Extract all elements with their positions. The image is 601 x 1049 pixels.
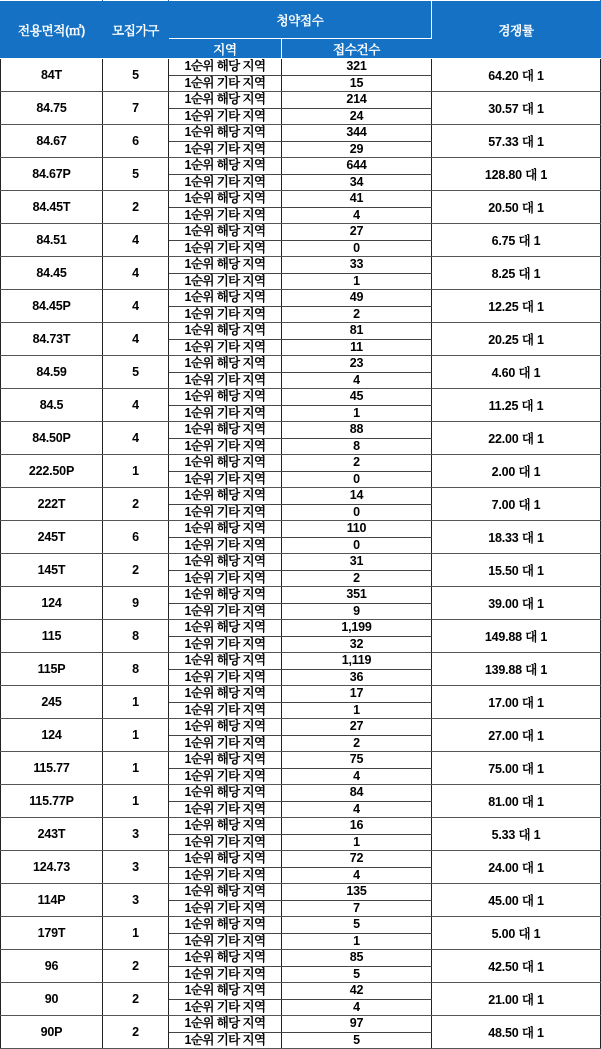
table-row (1, 554, 601, 571)
cell-count-priority-local: 644 (282, 158, 432, 175)
table-row (1, 158, 601, 175)
cell-count-priority-other: 2 (282, 735, 432, 752)
cell-region-priority-local: 1순위 해당 지역 (169, 719, 282, 736)
cell-exclusive-area: 245T (1, 521, 103, 554)
cell-competition-ratio: 139.88 대 1 (432, 653, 601, 686)
cell-recruit-households: 2 (103, 950, 169, 983)
cell-count-priority-other: 2 (282, 306, 432, 323)
cell-region-priority-other: 1순위 기타 지역 (169, 570, 282, 587)
cell-recruit-households: 1 (103, 686, 169, 719)
cell-count-priority-local: 45 (282, 389, 432, 406)
cell-count-priority-other: 24 (282, 108, 432, 125)
cell-exclusive-area: 84.67 (1, 125, 103, 158)
cell-count-priority-local: 16 (282, 818, 432, 835)
cell-count-priority-other: 0 (282, 537, 432, 554)
cell-region-priority-local: 1순위 해당 지역 (169, 950, 282, 967)
table-row (1, 92, 601, 109)
cell-region-priority-other: 1순위 기타 지역 (169, 240, 282, 257)
cell-exclusive-area: 84.67P (1, 158, 103, 191)
cell-region-priority-other: 1순위 기타 지역 (169, 438, 282, 455)
table-row (1, 620, 601, 637)
cell-count-priority-other: 4 (282, 801, 432, 818)
cell-competition-ratio: 42.50 대 1 (432, 950, 601, 983)
cell-competition-ratio: 5.00 대 1 (432, 917, 601, 950)
cell-count-priority-other: 4 (282, 372, 432, 389)
cell-region-priority-local: 1순위 해당 지역 (169, 554, 282, 571)
cell-exclusive-area: 115.77P (1, 785, 103, 818)
cell-count-priority-local: 214 (282, 92, 432, 109)
table-row (1, 752, 601, 769)
table-row (1, 125, 601, 142)
cell-region-priority-local: 1순위 해당 지역 (169, 1016, 282, 1033)
cell-count-priority-other: 2 (282, 570, 432, 587)
cell-count-priority-other: 1 (282, 702, 432, 719)
cell-recruit-households: 4 (103, 290, 169, 323)
table-row (1, 224, 601, 241)
cell-exclusive-area: 115 (1, 620, 103, 653)
table-header-row-main (1, 1, 601, 39)
cell-count-priority-local: 49 (282, 290, 432, 307)
cell-competition-ratio: 4.60 대 1 (432, 356, 601, 389)
cell-recruit-households: 6 (103, 125, 169, 158)
cell-recruit-households: 4 (103, 389, 169, 422)
cell-count-priority-local: 27 (282, 224, 432, 241)
cell-count-priority-other: 4 (282, 768, 432, 785)
cell-count-priority-other: 4 (282, 207, 432, 224)
cell-competition-ratio: 6.75 대 1 (432, 224, 601, 257)
cell-count-priority-other: 15 (282, 75, 432, 92)
cell-region-priority-local: 1순위 해당 지역 (169, 884, 282, 901)
cell-competition-ratio: 17.00 대 1 (432, 686, 601, 719)
cell-recruit-households: 8 (103, 653, 169, 686)
cell-region-priority-other: 1순위 기타 지역 (169, 108, 282, 125)
cell-competition-ratio: 128.80 대 1 (432, 158, 601, 191)
cell-region-priority-other: 1순위 기타 지역 (169, 636, 282, 653)
cell-count-priority-other: 32 (282, 636, 432, 653)
cell-recruit-households: 4 (103, 257, 169, 290)
cell-region-priority-local: 1순위 해당 지역 (169, 587, 282, 604)
cell-exclusive-area: 114P (1, 884, 103, 917)
cell-recruit-households: 7 (103, 92, 169, 125)
cell-exclusive-area: 84T (1, 59, 103, 92)
cell-recruit-households: 2 (103, 191, 169, 224)
cell-region-priority-other: 1순위 기타 지역 (169, 207, 282, 224)
column-header-exclusive-area-text: 전용면적(㎡) (17, 23, 86, 38)
cell-exclusive-area: 84.51 (1, 224, 103, 257)
cell-region-priority-other: 1순위 기타 지역 (169, 768, 282, 785)
cell-count-priority-local: 33 (282, 257, 432, 274)
table-row (1, 290, 601, 307)
cell-region-priority-other: 1순위 기타 지역 (169, 966, 282, 983)
cell-region-priority-local: 1순위 해당 지역 (169, 917, 282, 934)
cell-region-priority-local: 1순위 해당 지역 (169, 785, 282, 802)
cell-region-priority-other: 1순위 기타 지역 (169, 669, 282, 686)
cell-count-priority-other: 11 (282, 339, 432, 356)
cell-count-priority-other: 1 (282, 933, 432, 950)
cell-region-priority-local: 1순위 해당 지역 (169, 92, 282, 109)
cell-count-priority-other: 1 (282, 273, 432, 290)
cell-region-priority-other: 1순위 기타 지역 (169, 306, 282, 323)
cell-count-priority-other: 8 (282, 438, 432, 455)
cell-region-priority-other: 1순위 기타 지역 (169, 141, 282, 158)
cell-competition-ratio: 30.57 대 1 (432, 92, 601, 125)
cell-exclusive-area: 84.45P (1, 290, 103, 323)
cell-region-priority-other: 1순위 기타 지역 (169, 834, 282, 851)
cell-region-priority-local: 1순위 해당 지역 (169, 389, 282, 406)
table-row (1, 587, 601, 604)
cell-count-priority-local: 110 (282, 521, 432, 538)
cell-recruit-households: 5 (103, 356, 169, 389)
column-header-competition-ratio: 경쟁률 (432, 1, 601, 59)
cell-competition-ratio: 11.25 대 1 (432, 389, 601, 422)
cell-region-priority-local: 1순위 해당 지역 (169, 191, 282, 208)
table-row (1, 785, 601, 802)
cell-count-priority-local: 42 (282, 983, 432, 1000)
cell-region-priority-other: 1순위 기타 지역 (169, 999, 282, 1016)
cell-recruit-households: 1 (103, 455, 169, 488)
cell-exclusive-area: 84.73T (1, 323, 103, 356)
cell-recruit-households: 4 (103, 323, 169, 356)
table-row (1, 851, 601, 868)
cell-region-priority-other: 1순위 기타 지역 (169, 702, 282, 719)
cell-count-priority-other: 9 (282, 603, 432, 620)
cell-count-priority-other: 5 (282, 966, 432, 983)
cell-competition-ratio: 48.50 대 1 (432, 1016, 601, 1049)
cell-exclusive-area: 96 (1, 950, 103, 983)
cell-region-priority-local: 1순위 해당 지역 (169, 257, 282, 274)
cell-competition-ratio: 7.00 대 1 (432, 488, 601, 521)
cell-competition-ratio: 20.50 대 1 (432, 191, 601, 224)
cell-region-priority-other: 1순위 기타 지역 (169, 339, 282, 356)
cell-count-priority-local: 135 (282, 884, 432, 901)
cell-exclusive-area: 90 (1, 983, 103, 1016)
cell-competition-ratio: 20.25 대 1 (432, 323, 601, 356)
cell-competition-ratio: 22.00 대 1 (432, 422, 601, 455)
cell-exclusive-area: 222.50P (1, 455, 103, 488)
cell-region-priority-local: 1순위 해당 지역 (169, 224, 282, 241)
cell-exclusive-area: 179T (1, 917, 103, 950)
cell-recruit-households: 2 (103, 1016, 169, 1049)
table-row (1, 686, 601, 703)
cell-count-priority-local: 23 (282, 356, 432, 373)
cell-recruit-households: 4 (103, 422, 169, 455)
cell-recruit-households: 6 (103, 521, 169, 554)
cell-competition-ratio: 21.00 대 1 (432, 983, 601, 1016)
cell-count-priority-local: 72 (282, 851, 432, 868)
cell-count-priority-other: 1 (282, 834, 432, 851)
cell-competition-ratio: 15.50 대 1 (432, 554, 601, 587)
table-row (1, 323, 601, 340)
table-row (1, 59, 601, 76)
cell-region-priority-local: 1순위 해당 지역 (169, 290, 282, 307)
cell-region-priority-local: 1순위 해당 지역 (169, 422, 282, 439)
cell-recruit-households: 2 (103, 554, 169, 587)
table-row (1, 818, 601, 835)
cell-region-priority-local: 1순위 해당 지역 (169, 59, 282, 76)
cell-count-priority-local: 2 (282, 455, 432, 472)
table-row (1, 983, 601, 1000)
cell-recruit-households: 5 (103, 59, 169, 92)
cell-region-priority-other: 1순위 기타 지역 (169, 801, 282, 818)
cell-region-priority-other: 1순위 기타 지역 (169, 900, 282, 917)
cell-recruit-households: 1 (103, 785, 169, 818)
table-row (1, 719, 601, 736)
cell-count-priority-local: 17 (282, 686, 432, 703)
cell-count-priority-local: 97 (282, 1016, 432, 1033)
cell-count-priority-local: 321 (282, 59, 432, 76)
table-row (1, 917, 601, 934)
table-row (1, 389, 601, 406)
cell-recruit-households: 8 (103, 620, 169, 653)
column-header-region: 지역 (169, 39, 282, 59)
cell-exclusive-area: 84.45T (1, 191, 103, 224)
table-row (1, 422, 601, 439)
cell-recruit-households: 3 (103, 818, 169, 851)
cell-exclusive-area: 124.73 (1, 851, 103, 884)
cell-competition-ratio: 57.33 대 1 (432, 125, 601, 158)
cell-exclusive-area: 84.59 (1, 356, 103, 389)
table-header (1, 1, 601, 59)
cell-exclusive-area: 124 (1, 719, 103, 752)
cell-count-priority-other: 1 (282, 405, 432, 422)
cell-region-priority-other: 1순위 기타 지역 (169, 867, 282, 884)
cell-count-priority-other: 7 (282, 900, 432, 917)
cell-competition-ratio: 75.00 대 1 (432, 752, 601, 785)
table-row (1, 950, 601, 967)
cell-count-priority-local: 41 (282, 191, 432, 208)
cell-region-priority-other: 1순위 기타 지역 (169, 75, 282, 92)
cell-competition-ratio: 24.00 대 1 (432, 851, 601, 884)
cell-exclusive-area: 115.77 (1, 752, 103, 785)
cell-exclusive-area: 243T (1, 818, 103, 851)
cell-exclusive-area: 90P (1, 1016, 103, 1049)
column-header-application-count: 접수건수 (282, 39, 432, 59)
cell-count-priority-local: 1,119 (282, 653, 432, 670)
cell-recruit-households: 5 (103, 158, 169, 191)
cell-count-priority-other: 4 (282, 867, 432, 884)
cell-count-priority-other: 34 (282, 174, 432, 191)
cell-count-priority-other: 36 (282, 669, 432, 686)
cell-region-priority-local: 1순위 해당 지역 (169, 488, 282, 505)
cell-region-priority-other: 1순위 기타 지역 (169, 1032, 282, 1049)
cell-count-priority-other: 0 (282, 240, 432, 257)
cell-count-priority-other: 0 (282, 504, 432, 521)
cell-region-priority-local: 1순위 해당 지역 (169, 455, 282, 472)
cell-competition-ratio: 45.00 대 1 (432, 884, 601, 917)
cell-exclusive-area: 84.45 (1, 257, 103, 290)
cell-count-priority-local: 85 (282, 950, 432, 967)
cell-competition-ratio: 5.33 대 1 (432, 818, 601, 851)
cell-exclusive-area: 115P (1, 653, 103, 686)
cell-region-priority-other: 1순위 기타 지역 (169, 735, 282, 752)
cell-count-priority-local: 75 (282, 752, 432, 769)
column-header-group-subscription: 청약접수 (169, 1, 432, 39)
cell-exclusive-area: 145T (1, 554, 103, 587)
cell-region-priority-other: 1순위 기타 지역 (169, 471, 282, 488)
cell-region-priority-local: 1순위 해당 지역 (169, 686, 282, 703)
cell-recruit-households: 4 (103, 224, 169, 257)
table-row (1, 488, 601, 505)
cell-competition-ratio: 27.00 대 1 (432, 719, 601, 752)
cell-count-priority-local: 5 (282, 917, 432, 934)
table-row (1, 455, 601, 472)
cell-recruit-households: 9 (103, 587, 169, 620)
table-body (1, 59, 601, 1049)
cell-recruit-households: 2 (103, 983, 169, 1016)
cell-count-priority-other: 5 (282, 1032, 432, 1049)
cell-count-priority-local: 27 (282, 719, 432, 736)
cell-competition-ratio: 149.88 대 1 (432, 620, 601, 653)
cell-count-priority-other: 0 (282, 471, 432, 488)
cell-region-priority-local: 1순위 해당 지역 (169, 752, 282, 769)
cell-competition-ratio: 81.00 대 1 (432, 785, 601, 818)
cell-region-priority-local: 1순위 해당 지역 (169, 125, 282, 142)
table-row (1, 356, 601, 373)
cell-region-priority-other: 1순위 기타 지역 (169, 933, 282, 950)
cell-exclusive-area: 222T (1, 488, 103, 521)
cell-exclusive-area: 245 (1, 686, 103, 719)
cell-count-priority-other: 29 (282, 141, 432, 158)
cell-count-priority-local: 1,199 (282, 620, 432, 637)
cell-count-priority-local: 31 (282, 554, 432, 571)
cell-region-priority-other: 1순위 기타 지역 (169, 273, 282, 290)
cell-count-priority-local: 351 (282, 587, 432, 604)
cell-region-priority-local: 1순위 해당 지역 (169, 323, 282, 340)
cell-exclusive-area: 84.50P (1, 422, 103, 455)
cell-region-priority-local: 1순위 해당 지역 (169, 653, 282, 670)
cell-recruit-households: 1 (103, 752, 169, 785)
cell-region-priority-local: 1순위 해당 지역 (169, 620, 282, 637)
cell-recruit-households: 1 (103, 719, 169, 752)
table-row (1, 653, 601, 670)
cell-region-priority-other: 1순위 기타 지역 (169, 537, 282, 554)
column-header-exclusive-area (1, 1, 103, 59)
cell-competition-ratio: 64.20 대 1 (432, 59, 601, 92)
cell-recruit-households: 1 (103, 917, 169, 950)
cell-competition-ratio: 18.33 대 1 (432, 521, 601, 554)
cell-region-priority-other: 1순위 기타 지역 (169, 372, 282, 389)
column-header-recruit-households: 모집가구 (103, 1, 169, 59)
cell-region-priority-other: 1순위 기타 지역 (169, 504, 282, 521)
cell-recruit-households: 2 (103, 488, 169, 521)
cell-region-priority-other: 1순위 기타 지역 (169, 603, 282, 620)
cell-region-priority-local: 1순위 해당 지역 (169, 521, 282, 538)
cell-recruit-households: 3 (103, 851, 169, 884)
table-row (1, 257, 601, 274)
cell-count-priority-local: 81 (282, 323, 432, 340)
cell-region-priority-local: 1순위 해당 지역 (169, 851, 282, 868)
cell-count-priority-local: 84 (282, 785, 432, 802)
cell-competition-ratio: 12.25 대 1 (432, 290, 601, 323)
cell-region-priority-other: 1순위 기타 지역 (169, 405, 282, 422)
cell-count-priority-local: 88 (282, 422, 432, 439)
cell-count-priority-local: 344 (282, 125, 432, 142)
cell-region-priority-other: 1순위 기타 지역 (169, 174, 282, 191)
cell-exclusive-area: 124 (1, 587, 103, 620)
cell-exclusive-area: 84.75 (1, 92, 103, 125)
table-row (1, 884, 601, 901)
cell-region-priority-local: 1순위 해당 지역 (169, 818, 282, 835)
cell-recruit-households: 3 (103, 884, 169, 917)
cell-competition-ratio: 8.25 대 1 (432, 257, 601, 290)
cell-exclusive-area: 84.5 (1, 389, 103, 422)
cell-count-priority-other: 4 (282, 999, 432, 1016)
cell-competition-ratio: 2.00 대 1 (432, 455, 601, 488)
cell-region-priority-local: 1순위 해당 지역 (169, 356, 282, 373)
table-row (1, 191, 601, 208)
table-row (1, 1016, 601, 1033)
table-row (1, 521, 601, 538)
cell-region-priority-local: 1순위 해당 지역 (169, 983, 282, 1000)
cell-count-priority-local: 14 (282, 488, 432, 505)
cell-competition-ratio: 39.00 대 1 (432, 587, 601, 620)
cell-region-priority-local: 1순위 해당 지역 (169, 158, 282, 175)
